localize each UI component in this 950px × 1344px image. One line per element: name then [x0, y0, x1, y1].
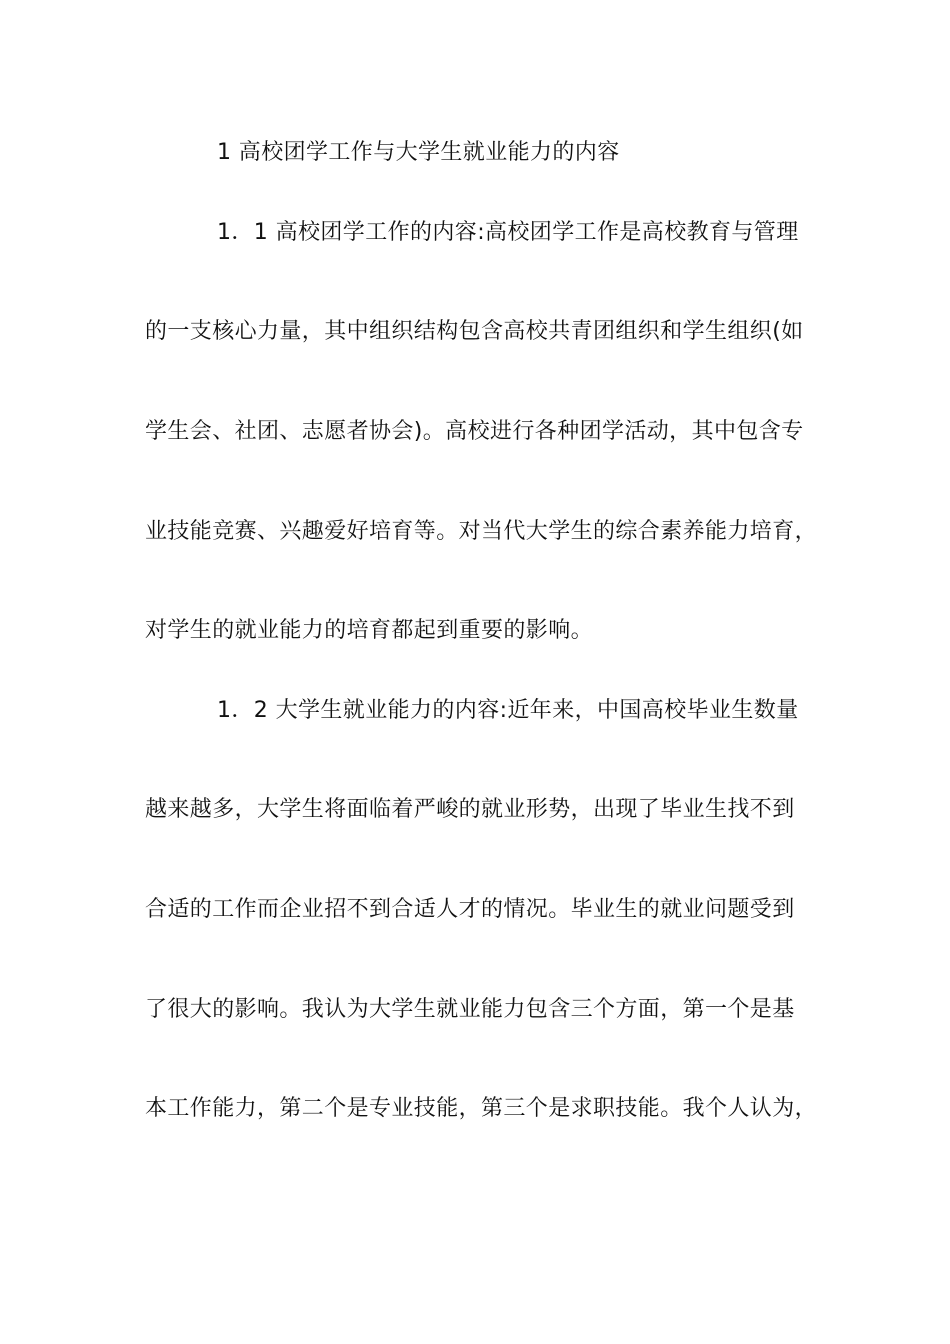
section-heading: 1 高校团学工作与大学生就业能力的内容 — [217, 140, 620, 165]
paragraph-1-line-1: 1．1 高校团学工作的内容:高校团学工作是高校教育与管理 — [217, 220, 799, 245]
paragraph-2-line-2: 越来越多，大学生将面临着严峻的就业形势，出现了毕业生找不到 — [145, 797, 795, 822]
paragraph-2-line-1: 1．2 大学生就业能力的内容:近年来，中国高校毕业生数量 — [217, 698, 799, 723]
paragraph-1-line-5: 对学生的就业能力的培育都起到重要的影响。 — [145, 618, 594, 643]
paragraph-1-line-3: 学生会、社团、志愿者协会)。高校进行各种团学活动，其中包含专 — [145, 419, 804, 444]
paragraph-1-line-4: 业技能竞赛、兴趣爱好培育等。对当代大学生的综合素养能力培育， — [145, 519, 818, 544]
paragraph-2-line-5: 本工作能力，第二个是专业技能，第三个是求职技能。我个人认为， — [145, 1096, 818, 1121]
paragraph-1-line-2: 的一支核心力量，其中组织结构包含高校共青团组织和学生组织(如 — [145, 319, 804, 344]
paragraph-2-line-3: 合适的工作而企业招不到合适人才的情况。毕业生的就业问题受到 — [145, 897, 795, 922]
paragraph-2-line-4: 了很大的影响。我认为大学生就业能力包含三个方面，第一个是基 — [145, 997, 795, 1022]
